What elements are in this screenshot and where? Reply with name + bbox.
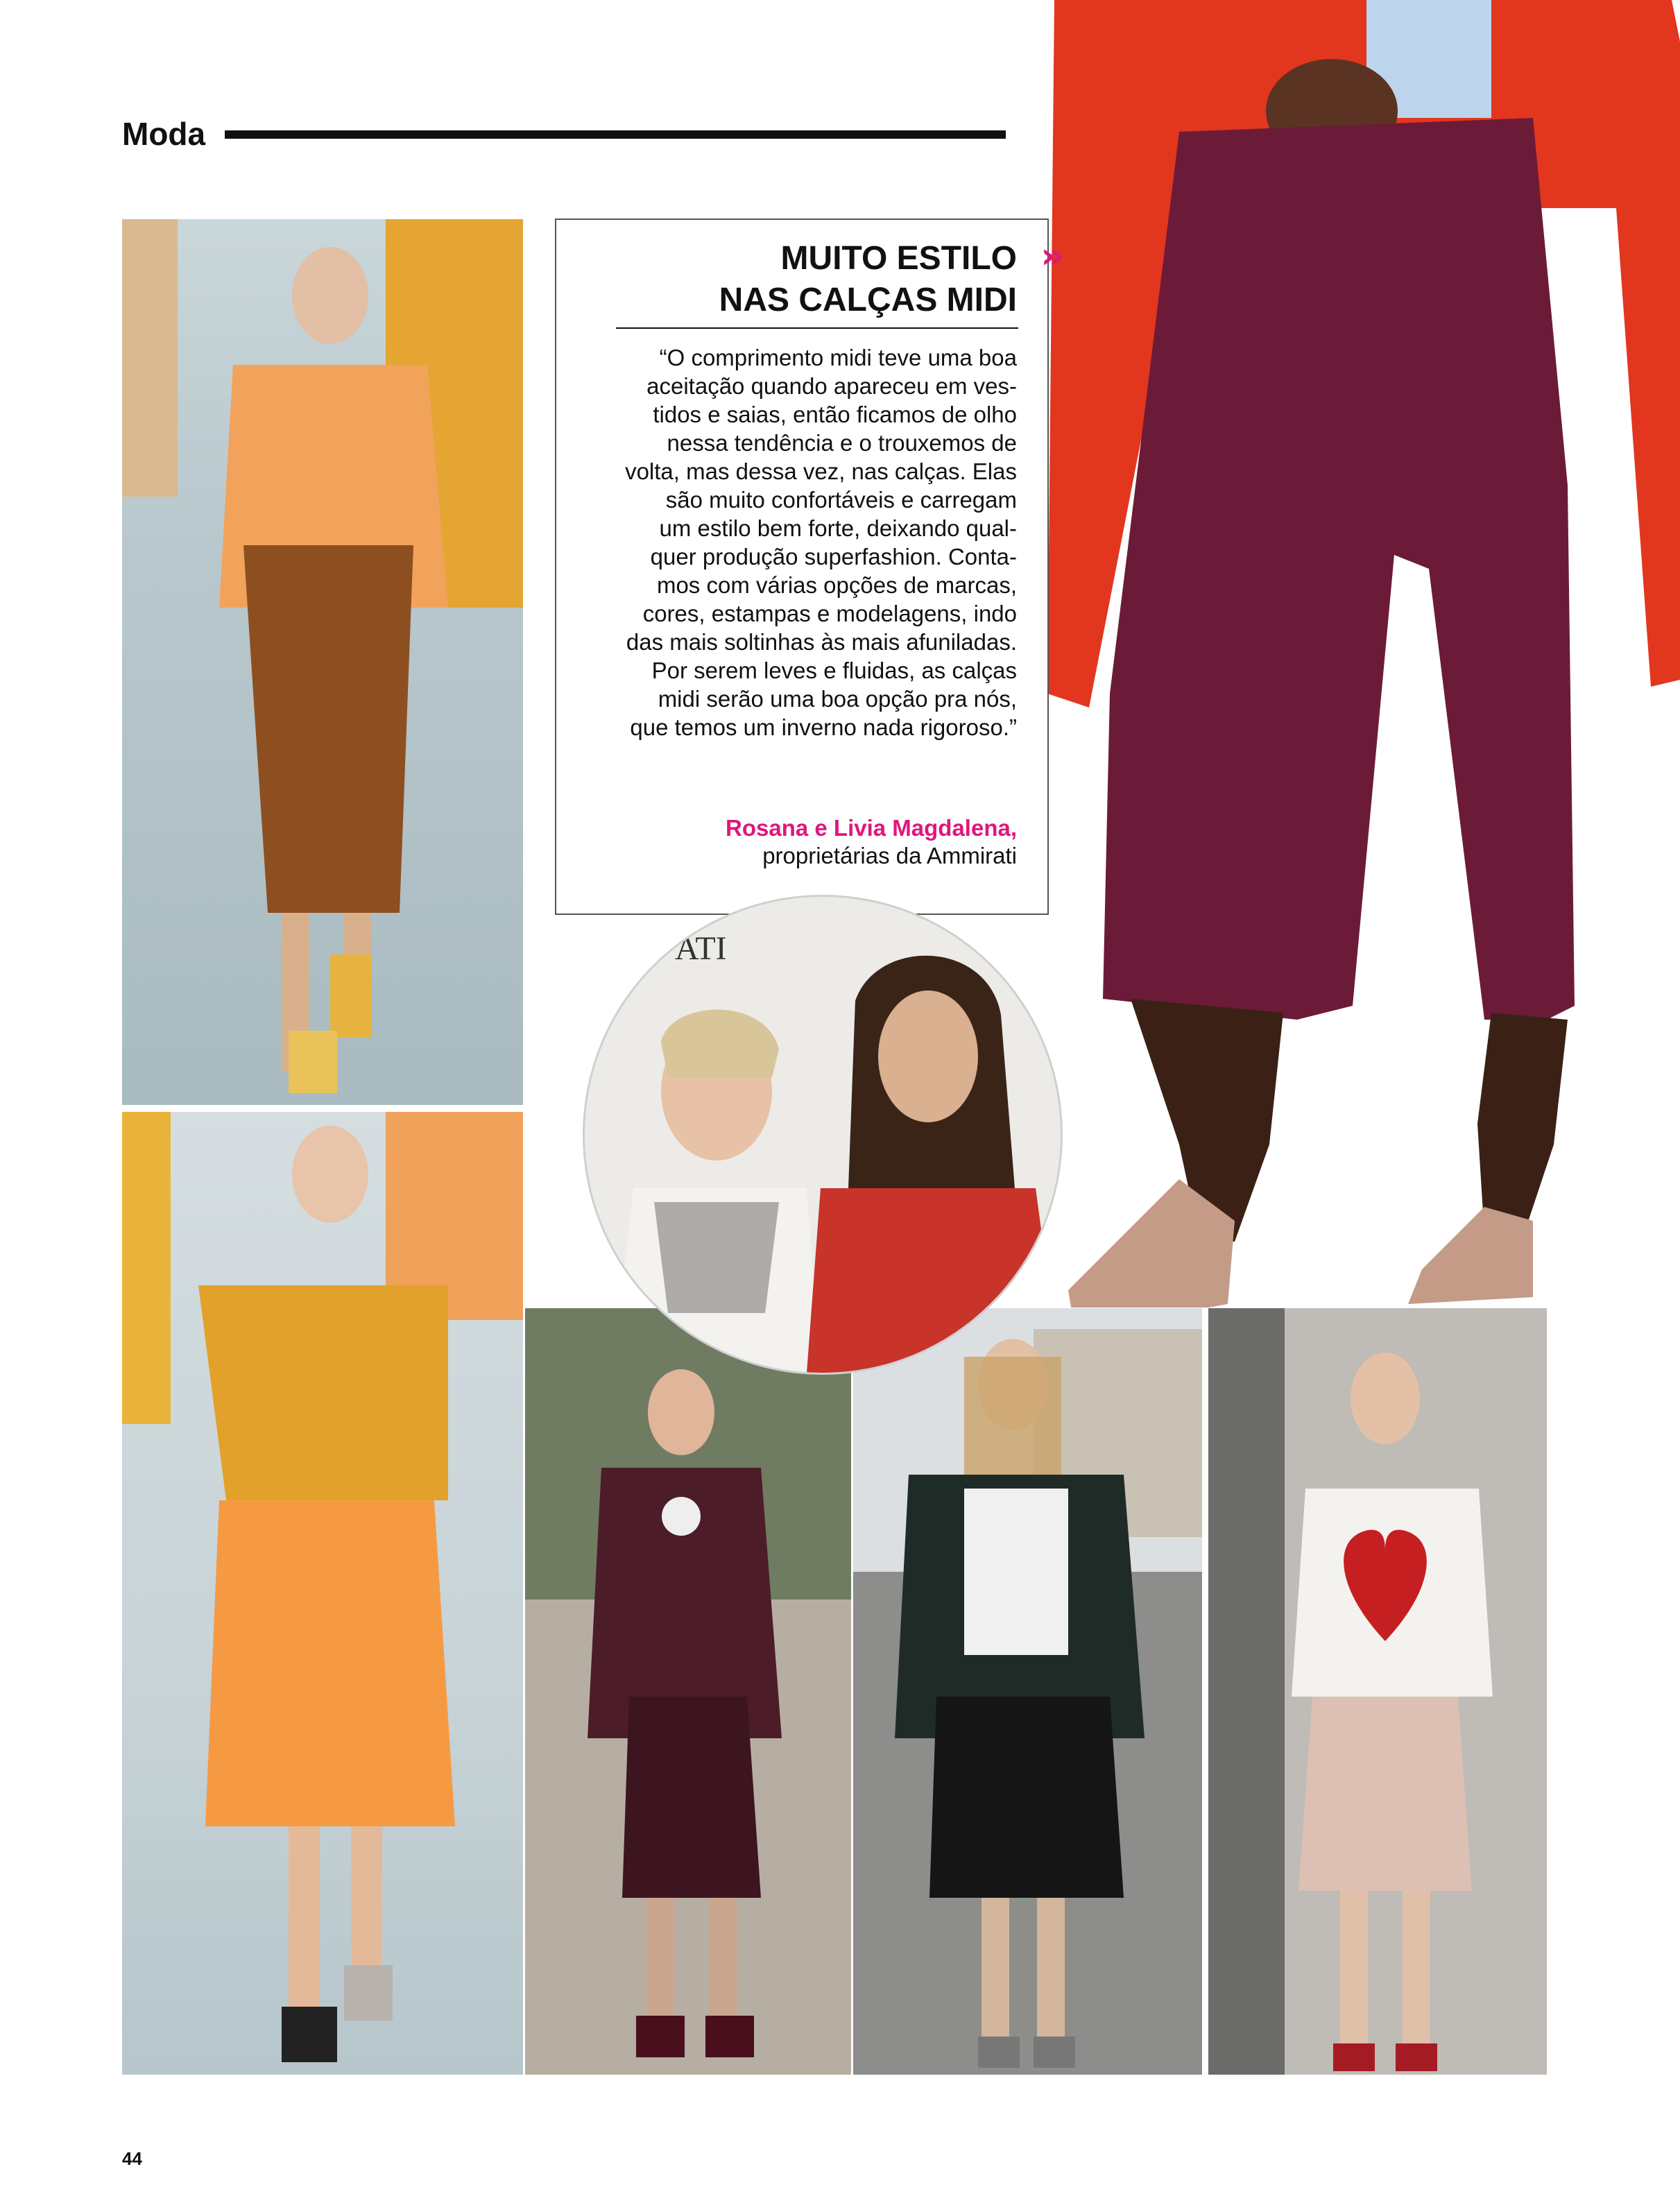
quote-box bbox=[555, 218, 1064, 915]
page-number: 44 bbox=[122, 2148, 142, 2169]
article-title-line-1: MUITO ESTILO bbox=[780, 240, 1017, 277]
street-illustration-3 bbox=[1208, 1308, 1547, 2075]
quote-line: aceitação quando apareceu em ves- bbox=[646, 373, 1017, 399]
runway-illustration-1 bbox=[122, 219, 523, 1105]
quote-author: Rosana e Livia Magdalena, bbox=[726, 815, 1017, 841]
street-photo-heart-sweater bbox=[1208, 1308, 1547, 2075]
runway-photo-orange-culotte bbox=[122, 1112, 523, 2075]
quote-line: mos com várias opções de marcas, bbox=[656, 572, 1017, 598]
quote-line: nessa tendência e o trouxemos de bbox=[667, 430, 1017, 456]
quote-line: um estilo bem forte, deixando qual- bbox=[659, 515, 1017, 541]
hero-photo bbox=[1006, 0, 1680, 1308]
quote-line: quer produção superfashion. Conta- bbox=[650, 544, 1017, 569]
street-illustration-2 bbox=[853, 1308, 1202, 2075]
quote-line: que temos um inverno nada rigoroso.” bbox=[630, 714, 1017, 740]
street-illustration-1 bbox=[525, 1308, 851, 2075]
owners-portrait bbox=[585, 897, 1061, 1373]
section-label: Moda bbox=[122, 116, 206, 152]
quote-line: das mais soltinhas às mais afuniladas. bbox=[626, 629, 1017, 655]
runway-illustration-2 bbox=[122, 1112, 523, 2075]
hero-illustration bbox=[1006, 0, 1680, 1308]
street-photo-burgundy bbox=[525, 1308, 851, 2075]
portrait-illustration bbox=[585, 897, 1061, 1373]
sign-text-left: ATI bbox=[675, 930, 727, 967]
runway-photo-brown-midi bbox=[122, 219, 523, 1105]
quote-line: midi serão uma boa opção pra nós, bbox=[658, 686, 1017, 712]
quote-line: são muito confortáveis e carregam bbox=[665, 487, 1017, 513]
double-chevron-icon: » bbox=[1040, 235, 1064, 277]
title-rule bbox=[616, 327, 1018, 329]
quote-text bbox=[573, 343, 1017, 741]
quote-line: “O comprimento midi teve uma boa bbox=[659, 345, 1017, 370]
street-photo-black-culotte bbox=[853, 1308, 1202, 2075]
quote-line: tidos e saias, então ficamos de olho bbox=[653, 402, 1017, 427]
quote-line: Por serem leves e fluidas, as calças bbox=[651, 658, 1017, 683]
quote-author-role: proprietárias da Ammirati bbox=[762, 843, 1017, 868]
article-title bbox=[719, 238, 1017, 321]
quote-line: volta, mas dessa vez, nas calças. Elas bbox=[625, 458, 1017, 484]
article-title-line-2: NAS CALÇAS MIDI bbox=[719, 282, 1017, 318]
quote-line: cores, estampas e modelagens, indo bbox=[642, 601, 1017, 626]
